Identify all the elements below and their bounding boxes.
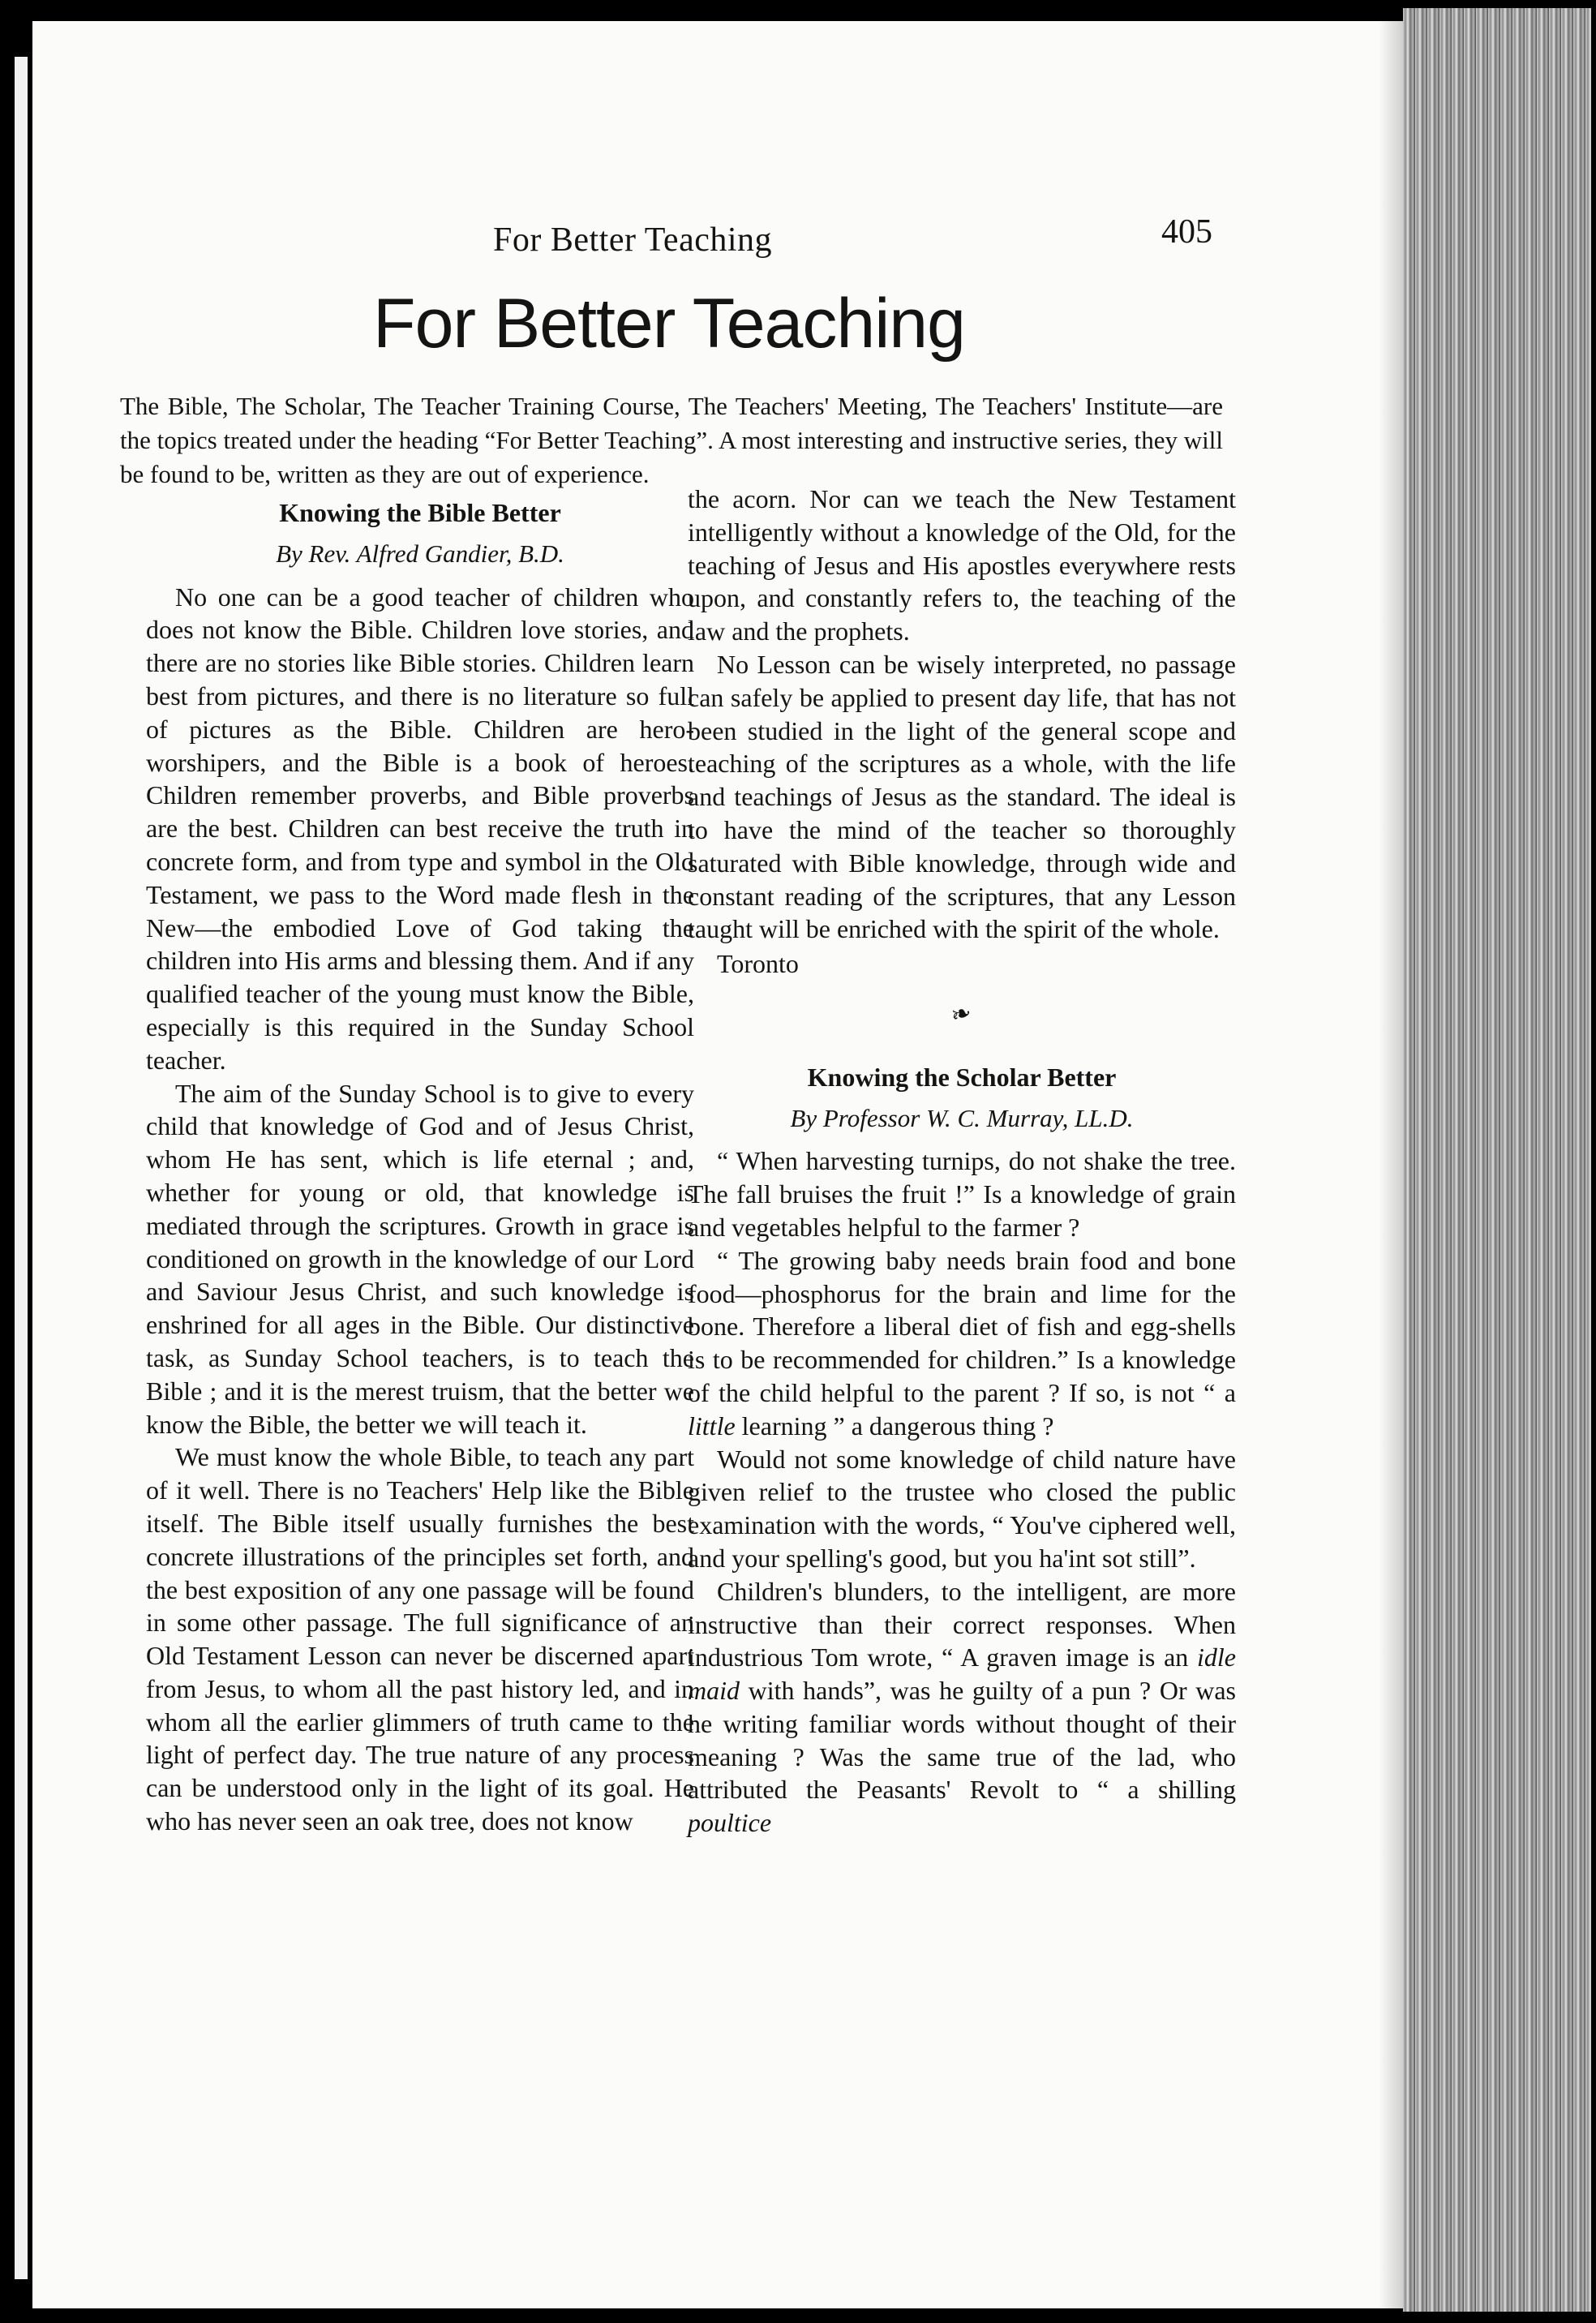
article-place: Toronto [717, 949, 799, 979]
body-paragraph: No one can be a good teacher of children who does not know the Bible. Children love stories, and there are no stories like Bible stories. Children learn best from pictures, and there is no literature so full of pictures as the Bible. Children are hero-worshipers, and the Bible is a book of heroes. Children remember proverbs, and Bible proverbs are the best. Children can best receive the truth in concrete form, and from type and symbol in the Old Testament, we pass to the Word made flesh in the New—the embodied Love of God taking the children into His arms and blessing them. And if any qualified teacher of the young must know the Bible, especially is this required in the Sunday School teacher. [146, 582, 694, 1075]
italic-text: little [688, 1411, 736, 1441]
intro-paragraph: The Bible, The Scholar, The Teacher Training Course, The Teachers' Meeting, The Teachers' Institute—are the topics treated under the heading “For Better Teaching”. A most interesting and instructive series, they will be found to be, written as they are out of experience. [120, 392, 1223, 488]
italic-text: idle maid [688, 1642, 1236, 1706]
body-paragraph: The aim of the Sunday School is to give to every child that knowledge of God and of Jesus Christ, whom He has sent, which is life eternal ; and, whether for young or old, that knowledge is mediated through the scriptures. Growth in grace is conditioned on growth in the knowledge of our Lord and Saviour Jesus Christ, and such knowledge is enshrined for all ages in the Bible. Our distinctive task, as Sunday School teachers, is to teach the Bible ; and it is the merest truism, that the better we know the Bible, the better we will teach it. [146, 1078, 694, 1439]
text-run: learning ” a dangerous thing ? [735, 1411, 1054, 1441]
body-paragraph-continued: the acorn. Nor can we teach the New Testament intelligently without a knowledge of the Old, for the teaching of Jesus and His apostles everywhere rests upon, and constantly refers to, the teaching of the law and the prophets. [688, 484, 1236, 646]
article-heading: Knowing the Scholar Better [807, 1062, 1117, 1092]
body-paragraph [688, 1244, 1236, 1443]
stacked-page-edges [1403, 8, 1591, 2312]
running-head: For Better Teaching [493, 221, 773, 259]
page-number: 405 [1161, 213, 1212, 251]
body-paragraph: We must know the whole Bible, to teach any part of it well. There is no Teachers' Help like the Bible itself. The Bible itself usually furnishes the best concrete illustrations of the principles set forth, and the best exposition of any one passage will be found in some other passage. The full significance of an Old Testament Lesson can never be discerned apart from Jesus, to whom all the past history led, and in whom all the earlier glimmers of truth came to the light of perfect day. The true nature of any process can be understood only in the light of its goal. He who has never seen an oak tree, does not know [146, 1442, 694, 1836]
text-run: Children's blunders, to the intelligent, are more instructive than their correct responses. When industrious Tom wrote, “ A graven image is an [688, 1576, 1236, 1672]
section-ornament [688, 998, 1236, 1032]
article-byline: By Professor W. C. Murray, LL.D. [790, 1103, 1134, 1132]
fleuron-icon: ❧ [948, 998, 976, 1030]
left-page-edge [15, 57, 28, 2279]
page-title: For Better Teaching [373, 285, 965, 363]
article-byline: By Rev. Alfred Gandier, B.D. [276, 539, 564, 568]
body-paragraph: No Lesson can be wisely interpreted, no passage can safely be applied to present day life, that has not been studied in the light of the general scope and teaching of the scriptures as a whole, with the life and teachings of Jesus as the standard. The ideal is to have the mind of the teacher so thoroughly saturated with Bible knowledge, through wide and constant reading of the scriptures, that any Lesson taught will be enriched with the spirit of the whole. [688, 649, 1236, 944]
italic-text: poultice [688, 1808, 772, 1838]
text-run: “ The growing baby needs brain food and bone food—phosphorus for the brain and lime for the bone. Therefore a liberal diet of fish and egg-shells is to be recommended for children.” Is a knowledge of the child helpful to the parent ? If so, is not “ a [688, 1245, 1236, 1407]
left-column [146, 496, 694, 1838]
body-paragraph: “ When harvesting turnips, do not shake the tree. The fall bruises the fruit !” Is a knowledge of grain and vegetables helpful to the farmer ? [688, 1146, 1236, 1242]
body-paragraph: Would not some knowledge of child nature have given relief to the trustee who closed the public examination with the words, “ You've ciphered well, and your spelling's good, but you ha'int sot still”. [688, 1444, 1236, 1573]
body-paragraph [688, 1575, 1236, 1840]
article-heading: Knowing the Bible Better [279, 498, 561, 527]
text-run: with hands”, was he guilty of a pun ? Or was he writing familiar words without thought of their meaning ? Was the same true of the lad, who attributed the Peasants' Revolt to “ a shilling [688, 1676, 1236, 1805]
right-column [688, 483, 1236, 1840]
